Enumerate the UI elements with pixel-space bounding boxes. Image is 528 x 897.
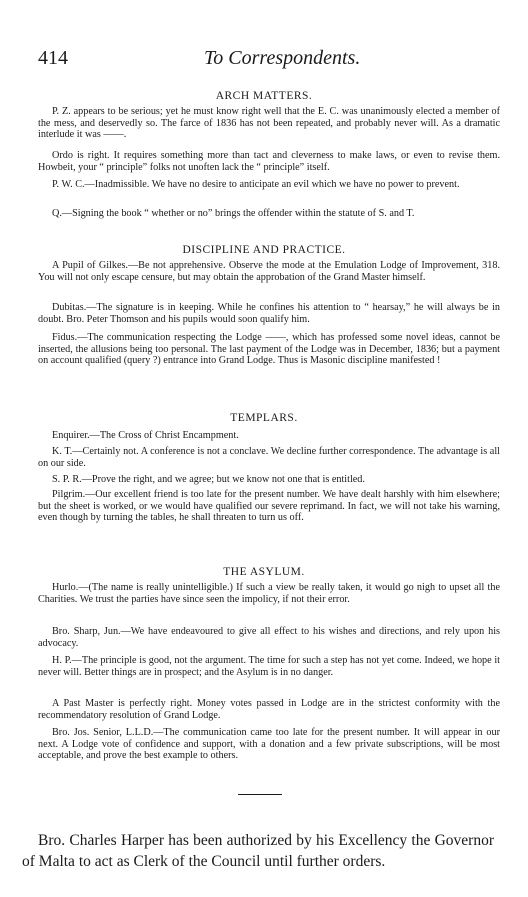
paragraph: H. P.—The principle is good, not the argument. The time for such a step has not yet come. Indeed, we hope it never will. Better things are in prospect; and the Asylum is in no danger. (38, 655, 500, 678)
running-title: To Correspondents. (204, 47, 361, 69)
section-title-templars: TEMPLARS. (230, 412, 298, 424)
section-title-asylum: THE ASYLUM. (223, 566, 305, 578)
paragraph: Dubitas.—The signature is in keeping. While he confines his attention to “ hearsay,” he will always be in doubt. Bro. Peter Thomson and his pupils would soon qualify him. (38, 302, 500, 325)
paragraph: Q.—Signing the book “ whether or no” brings the offender within the statute of S. and T. (52, 208, 415, 220)
paragraph: P. Z. appears to be serious; yet he must know right well that the E. C. was unanimously elected a member of the mess, and deservedly so. The farce of 1836 has not been repeated, and probably never will. As a dramatic interlude it was ——. (38, 106, 500, 141)
paragraph: A Past Master is perfectly right. Money votes passed in Lodge are in the strictest conformity with the recommendatory resolution of Grand Lodge. (38, 698, 500, 721)
paragraph: K. T.—Certainly not. A conference is not a conclave. We decline further correspondence. The advantage is all on our side. (38, 446, 500, 469)
notice-paragraph: Bro. Charles Harper has been authorized by his Excellency the Governor of Malta to act as Clerk of the Council until further orders. (22, 831, 494, 870)
page-header (38, 47, 498, 73)
page-number: 414 (38, 47, 68, 69)
paragraph: Enquirer.—The Cross of Christ Encampment. (52, 430, 239, 442)
paragraph: Bro. Jos. Senior, L.L.D.—The communication came too late for the present number. It will appear in our next. A Lodge vote of confidence and support, with a donation and a few private subscriptions, will be most acceptable, and prove the best example to others. (38, 727, 500, 762)
paragraph: Ordo is right. It requires something more than tact and cleverness to make laws, or even to revise them. Howbeit, your “ principle” folks not unoften lack the “ principle” itself. (38, 150, 500, 173)
paragraph: Bro. Sharp, Jun.—We have endeavoured to give all effect to his wishes and directions, and rely upon his advocacy. (38, 626, 500, 649)
paragraph: S. P. R.—Prove the right, and we agree; but we know not one that is entitled. (52, 474, 365, 486)
section-title-arch-matters: ARCH MATTERS. (215, 90, 313, 102)
section-title-discipline: DISCIPLINE AND PRACTICE. (182, 244, 346, 256)
paragraph: Fidus.—The communication respecting the Lodge ——, which has professed some novel ideas, cannot be inserted, the allusions being too personal. The last payment of the Lodge was in December, 1836; but a payment on account qualified (query ?) entrance into Grand Lodge. Thus is Masonic discipline manifested ! (38, 332, 500, 367)
divider-rule (238, 794, 282, 795)
paragraph: Hurlo.—(The name is really unintelligible.) If such a view be really taken, it would go nigh to upset all the Charities. We trust the parties have since seen the impolicy, if not their error. (38, 582, 500, 605)
paragraph: P. W. C.—Inadmissible. We have no desire to anticipate an evil which we have no power to prevent. (52, 179, 460, 191)
paragraph: A Pupil of Gilkes.—Be not apprehensive. Observe the mode at the Emulation Lodge of Improvement, 318. You will not only escape censure, but may obtain the approbation of the Grand Master himself. (38, 260, 500, 283)
paragraph: Pilgrim.—Our excellent friend is too late for the present number. We have dealt harshly with him elsewhere; but the sheet is worked, or we would have qualified our severe reprimand. In fact, we will not take his warning, even though by turning the tables, he shall threaten to turn us off. (38, 489, 500, 524)
